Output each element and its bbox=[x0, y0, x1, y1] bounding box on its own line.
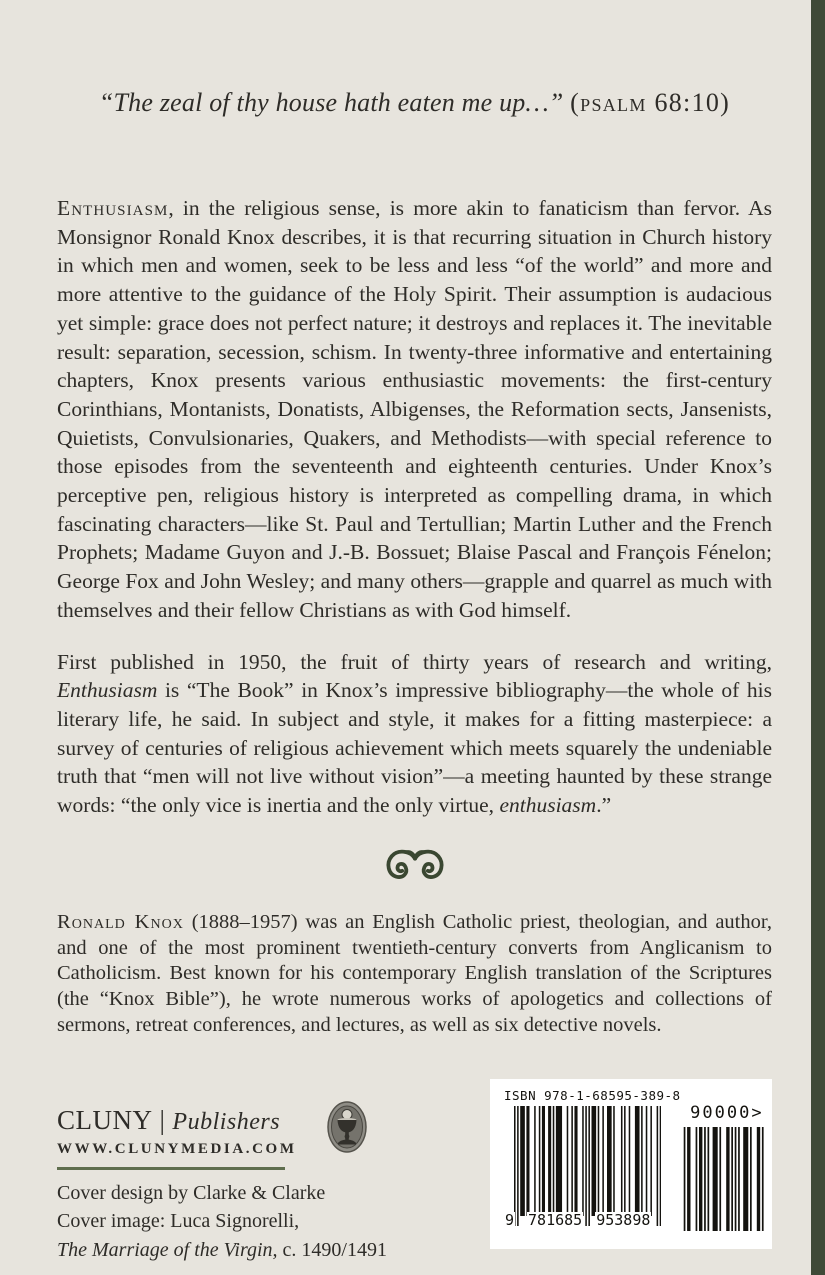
publisher-imprint: Publishers bbox=[172, 1108, 281, 1135]
synopsis-paragraph-2: First published in 1950, the fruit of thirty years of research and writing, Enthusiasm is “The Book” in Knox’s impressive bibliography—the whole of his literary life, he said. In subject and style, it makes for a fitting masterpiece: a survey of centuries of religious achievement which meets squarely the undeniable truth that “men will not live without vision”—a meeting haunted by these strange words: “the only vice is inertia and the only virtue, enthusiasm.” bbox=[57, 649, 772, 818]
publisher-divider: | bbox=[159, 1104, 166, 1135]
credits-block bbox=[57, 1179, 387, 1265]
author-bio: Ronald Knox (1888–1957) was an English Catholic priest, theologian, and author, and one of the most prominent twentieth-century converts from Anglicanism to Catholicism. Best known for his contemporary English translation of the Scriptures (the “Knox Bible”), he wrote numerous works of apologetics and collections of sermons, retreat conferences, and lectures, as well as six detective novels. bbox=[57, 910, 772, 1036]
ean5-section bbox=[682, 1103, 764, 1249]
chalice-icon bbox=[327, 1101, 367, 1153]
publisher-block bbox=[57, 1079, 387, 1265]
credit-design: Cover design by Clarke & Clarke bbox=[57, 1181, 326, 1204]
ean5-barcode bbox=[682, 1127, 764, 1231]
credit-image: Cover image: Luca Signorelli, bbox=[57, 1210, 300, 1233]
publisher-text bbox=[57, 1105, 297, 1158]
isbn-label: ISBN 978-1-68595-389-8 bbox=[504, 1087, 681, 1103]
ean13-digits bbox=[504, 1212, 672, 1228]
cluny-logo-medallion bbox=[327, 1105, 367, 1153]
spine-band bbox=[811, 0, 825, 1275]
publisher-website: WWW.CLUNYMEDIA.COM bbox=[57, 1140, 297, 1157]
cover-content bbox=[57, 0, 772, 1265]
barcode-block bbox=[490, 1079, 772, 1249]
synopsis-paragraph-1: Enthusiasm, in the religious sense, is more akin to fanaticism than fervor. As Monsignor Ronald Knox describes, it is that recurring situation in Church history in which men and women, seek to be less and less “of the world” and more and more attentive to the guidance of the Holy Spirit. Their assumption is audacious yet simple: grace does not perfect nature; it destroys and replaces it. The inevitable result: separation, secession, schism. In twenty-three informative and entertaining chapters, Knox presents various enthusiastic movements: the first-century Corinthians, Montanists, Donatists, Albigenses, the Reformation sects, Jansenists, Quietists, Convulsionaries, Quakers, and Methodists—with special reference to those episodes from the seventeenth and eighteenth centuries. Under Knox’s perceptive pen, religious history is interpreted as compelling drama, in which fascinating characters—like St. Paul and Tertullian; Martin Luther and the French Prophets; Madame Guyon and J.-B. Bossuet; Blaise Pascal and François Fénelon; George Fox and John Wesley; and many others—grapple and quarrel as much with themselves and their fellow Christians as with God himself. bbox=[57, 196, 772, 622]
epigraph-quote: “The zeal of thy house hath eaten me up…” (psalm 68:10) bbox=[98, 88, 731, 117]
cover-footer bbox=[57, 1079, 772, 1265]
ean13-group1: 781685 bbox=[528, 1210, 583, 1229]
ean13-section bbox=[504, 1087, 681, 1249]
fleuron-ornament-icon bbox=[380, 846, 450, 884]
footer-rule bbox=[57, 1167, 285, 1170]
credit-image-title: The Marriage of the Virgin, c. 1490/1491 bbox=[57, 1238, 387, 1261]
ean13-group2: 953898 bbox=[596, 1210, 651, 1229]
publisher-name: CLUNY bbox=[57, 1104, 153, 1135]
supplement-label: 90000> bbox=[690, 1102, 764, 1123]
ean13-lead-digit: 9 bbox=[505, 1210, 515, 1229]
ean13-barcode bbox=[514, 1106, 672, 1229]
